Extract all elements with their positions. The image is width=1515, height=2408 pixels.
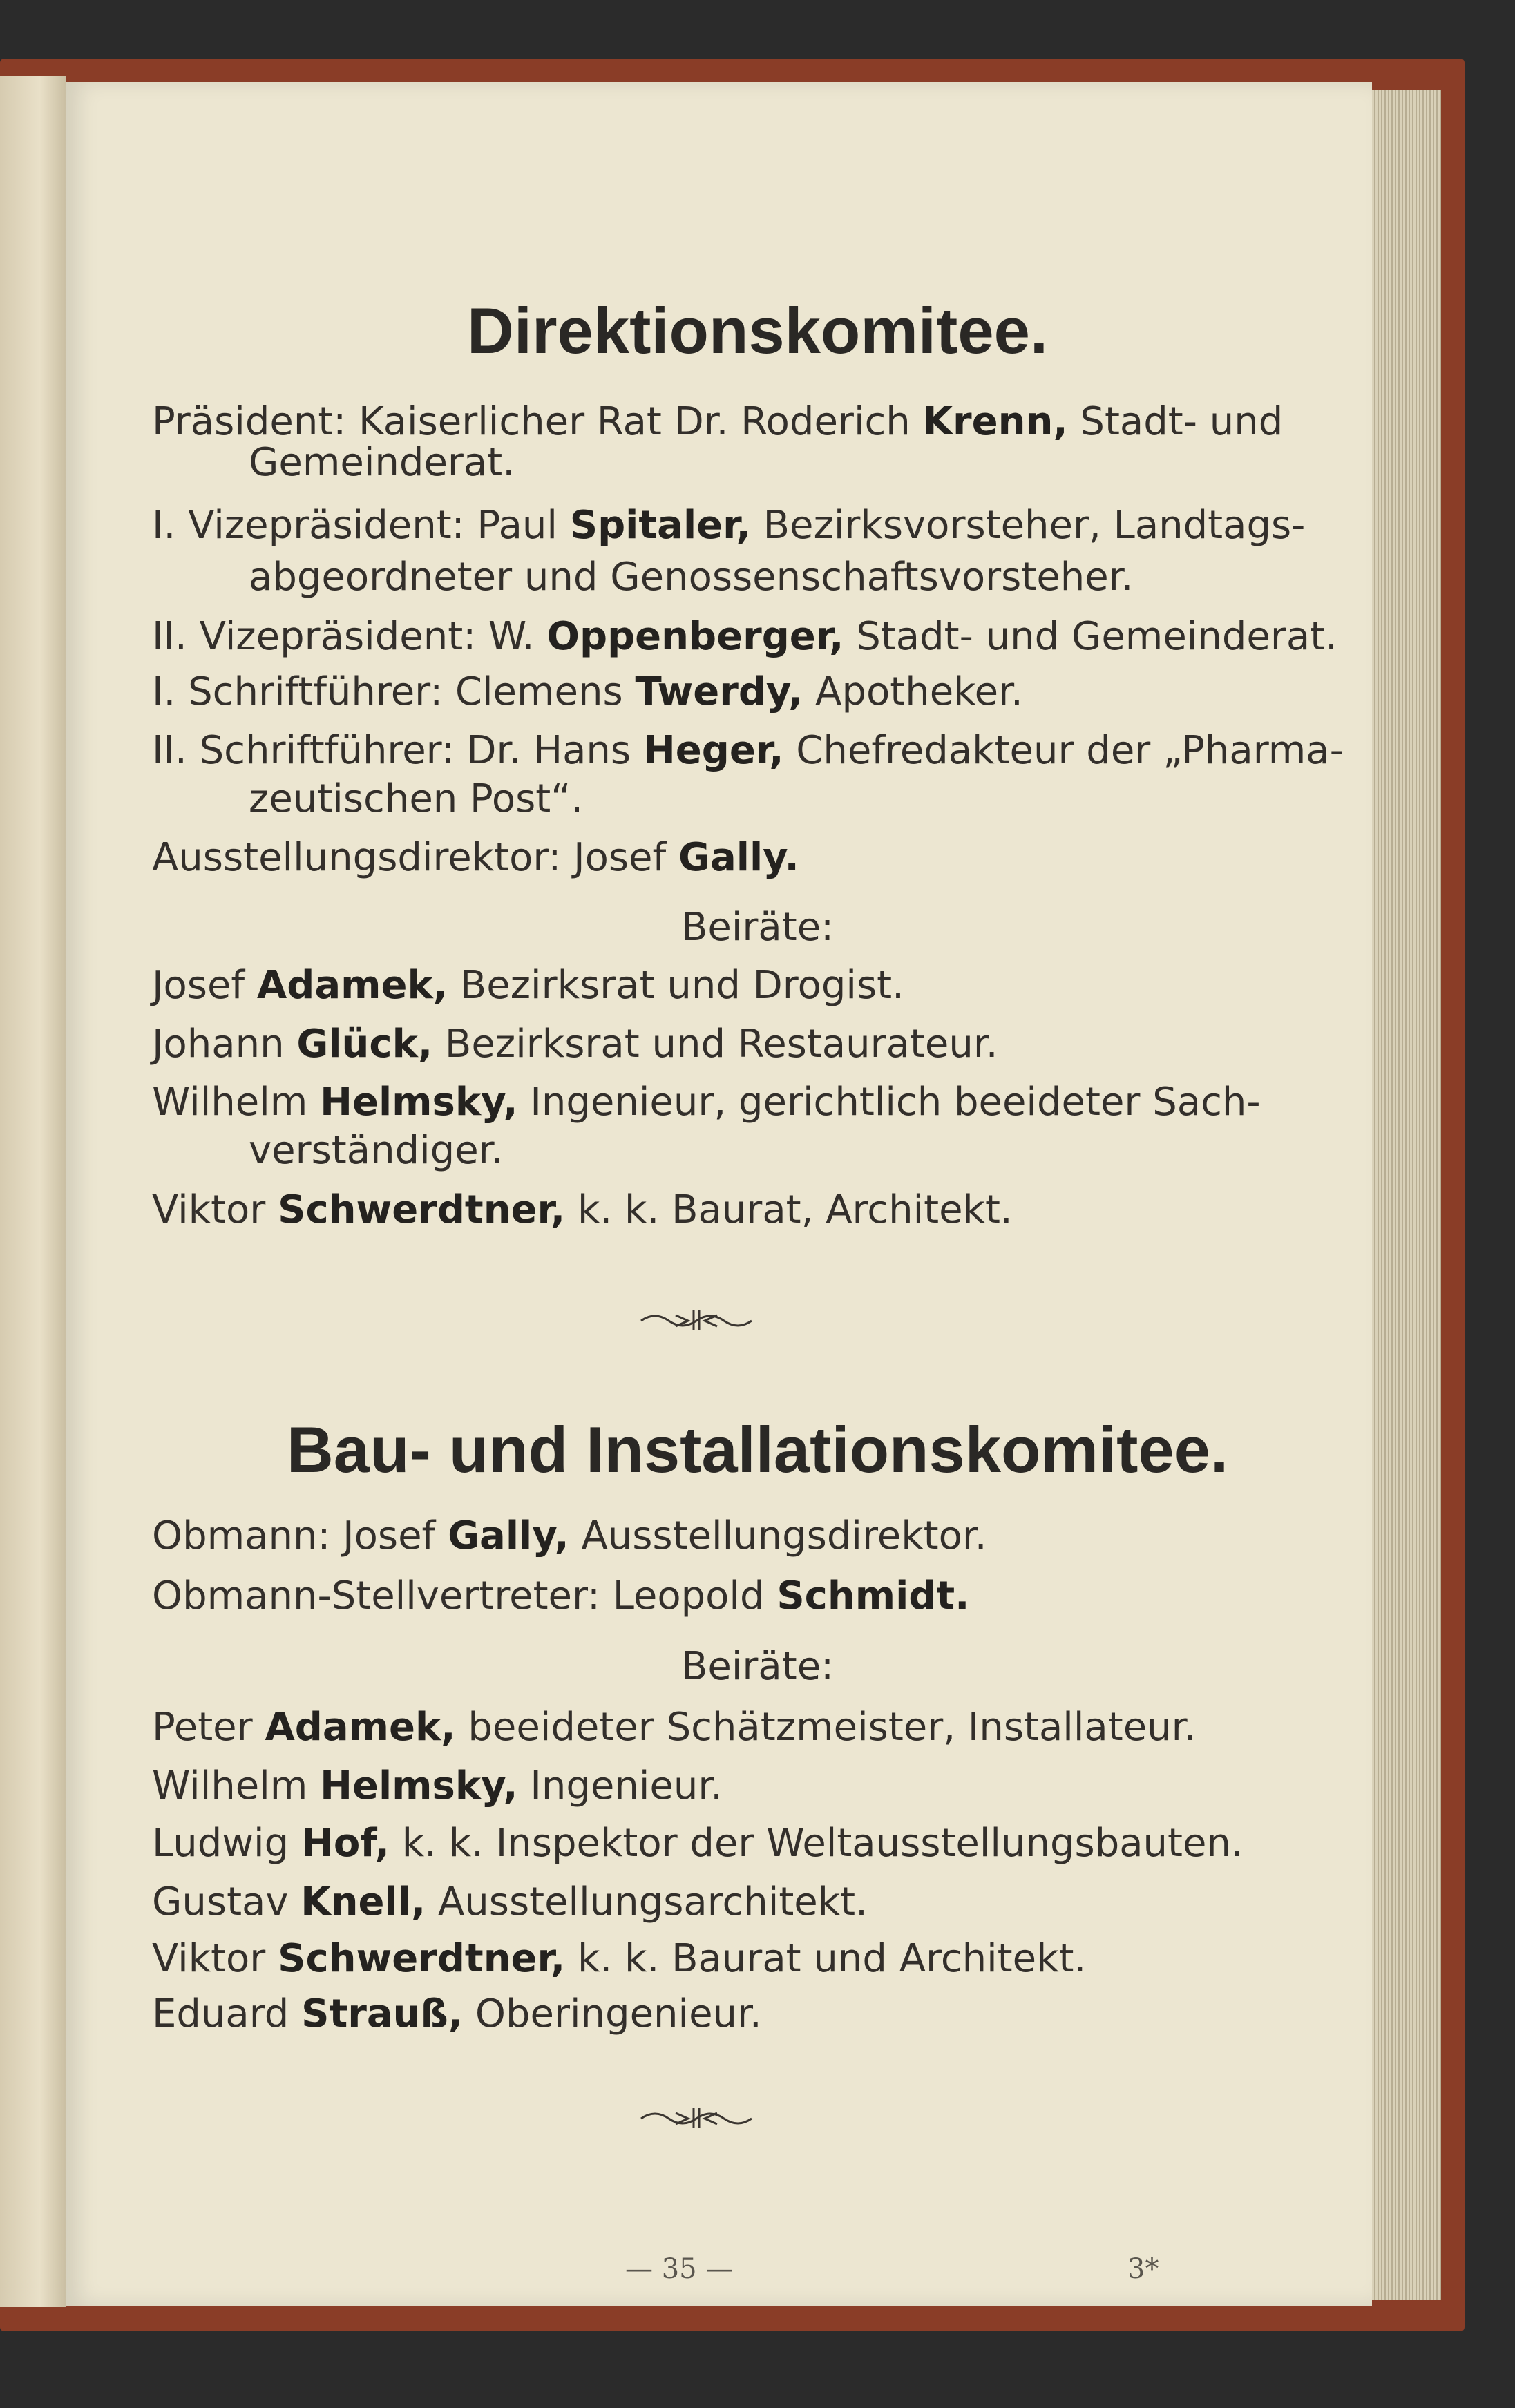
member-line: verständiger. [249, 1128, 504, 1173]
text-line: II. Vizepräsident: W. Oppenberger, Stadt- und Gemeinderat. [152, 614, 1337, 659]
member-line: Ludwig Hof, k. k. Inspektor der Weltausstellungsbauten. [152, 1821, 1244, 1866]
subheading-beiraete: Beiräte: [680, 905, 835, 950]
member-line: Viktor Schwerdtner, k. k. Baurat, Architekt. [152, 1187, 1013, 1232]
text-line: I. Schriftführer: Clemens Twerdy, Apotheker. [152, 669, 1023, 714]
page-number: — 35 — [625, 2253, 734, 2285]
member-line: Gustav Knell, Ausstellungsarchitekt. [152, 1880, 868, 1924]
ornament-divider-icon [634, 2103, 759, 2131]
member-line: Viktor Schwerdtner, k. k. Baurat und Architekt. [152, 1936, 1087, 1981]
member-line: Peter Adamek, beeideter Schätzmeister, Installateur. [152, 1705, 1197, 1750]
member-line: Wilhelm Helmsky, Ingenieur. [152, 1764, 723, 1808]
text-line: Präsident: Kaiserlicher Rat Dr. Roderich Krenn, Stadt- und [152, 399, 1284, 444]
member-line: Eduard Strauß, Oberingenieur. [152, 1991, 762, 2036]
text-line: Ausstellungsdirektor: Josef Gally. [152, 835, 799, 880]
subheading-beiraete: Beiräte: [680, 1644, 835, 1689]
text-line: Gemeinderat. [249, 440, 515, 485]
text-line: II. Schriftführer: Dr. Hans Heger, Chefredakteur der „Pharma- [152, 728, 1344, 773]
text-line: abgeordneter und Genossenschaftsvorsteher. [249, 555, 1134, 600]
member-line: Johann Glück, Bezirksrat und Restaurateur. [152, 1022, 998, 1067]
section-title-direktionskomitee: Direktionskomitee. [466, 294, 1049, 367]
text-line: Obmann: Josef Gally, Ausstellungsdirektor. [152, 1513, 987, 1558]
text-line: Obmann-Stellvertreter: Leopold Schmidt. [152, 1574, 970, 1618]
sheet-signature: 3* [1127, 2253, 1159, 2285]
text-line: zeutischen Post“. [249, 776, 584, 821]
member-line: Wilhelm Helmsky, Ingenieur, gerichtlich beeideter Sach- [152, 1080, 1261, 1125]
text-line: I. Vizepräsident: Paul Spitaler, Bezirksvorsteher, Landtags- [152, 503, 1306, 548]
ornament-divider-icon [634, 1306, 759, 1333]
member-line: Josef Adamek, Bezirksrat und Drogist. [152, 963, 904, 1008]
section-title-bau-und-installationskomitee: Bau- und Installationskomitee. [286, 1413, 1229, 1486]
